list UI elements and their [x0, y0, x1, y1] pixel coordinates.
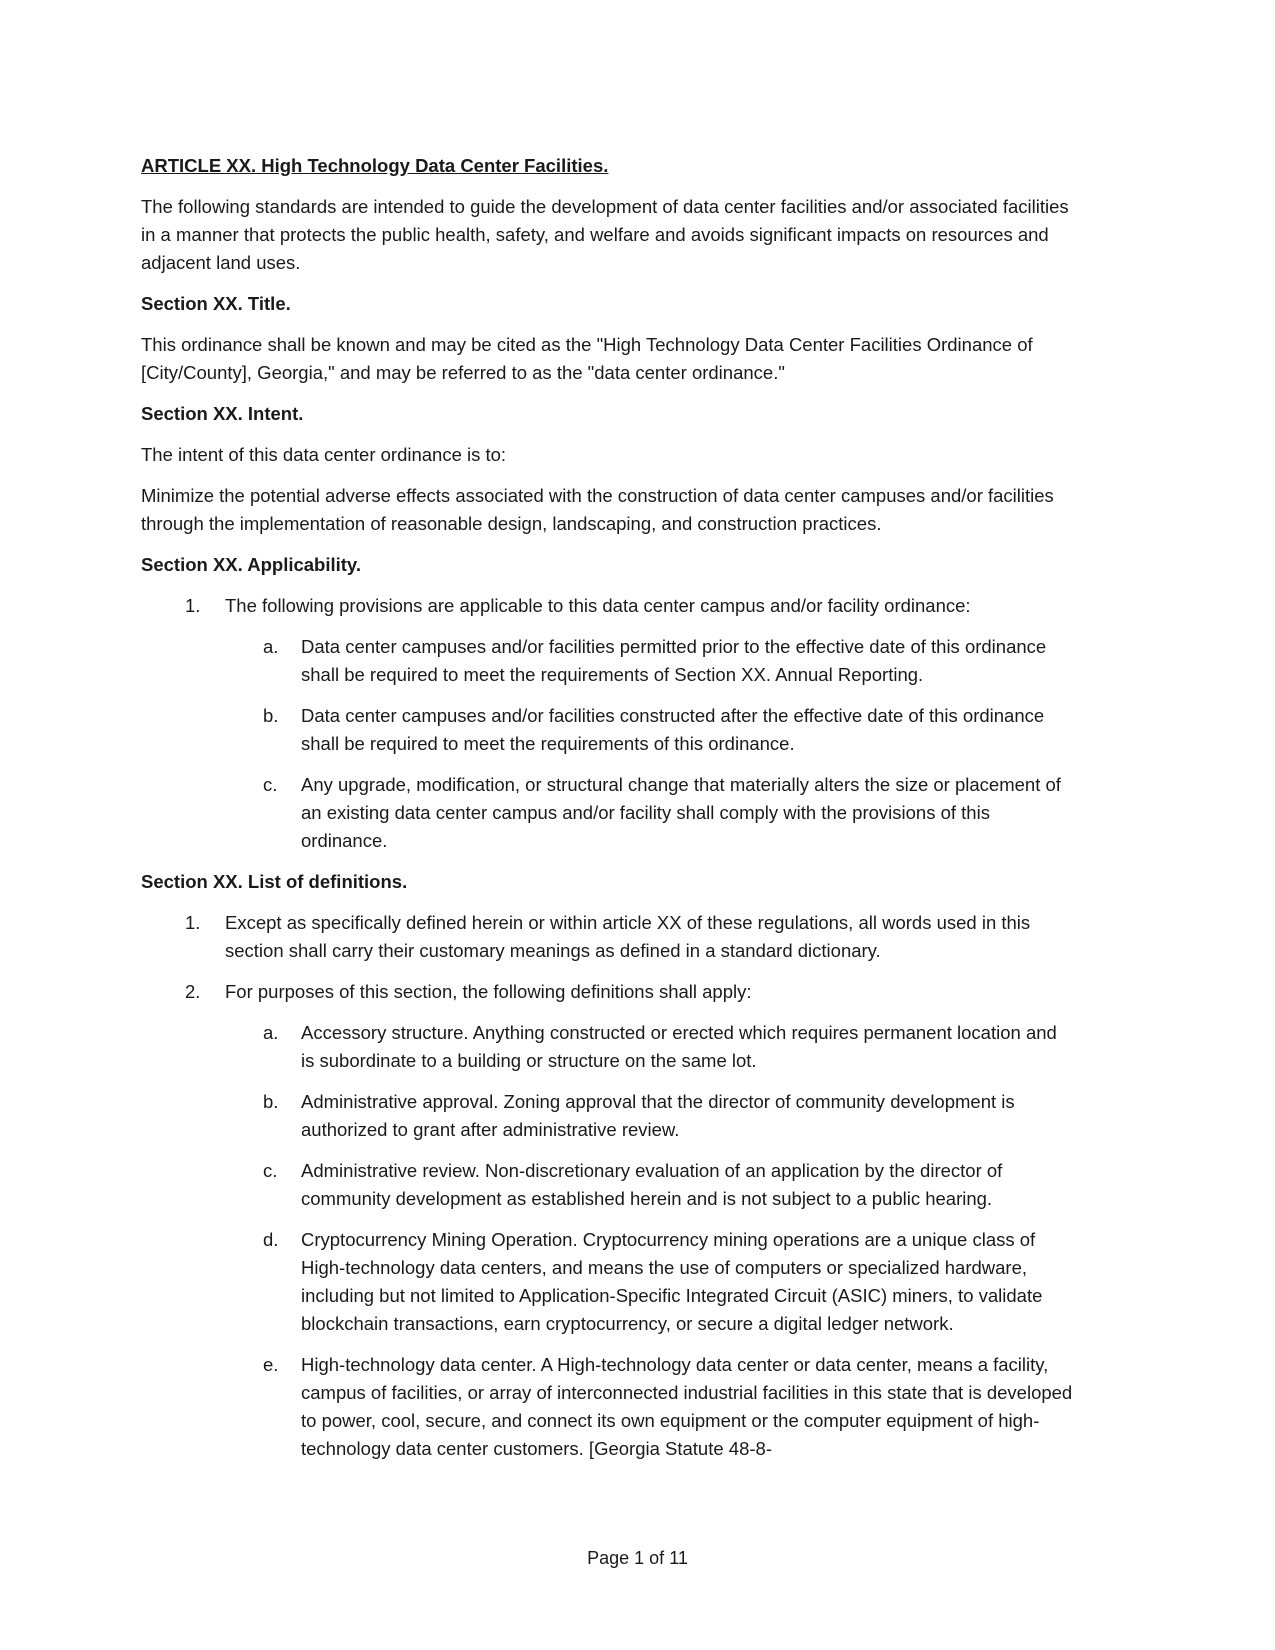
list-item-def-high-technology-data-center — [141, 1351, 1073, 1463]
list-marker: b. — [263, 705, 279, 726]
list-item-text: Data center campuses and/or facilities constructed after the effective date of this ordinance shall be required to meet the requirements of this ordinance. — [301, 705, 1045, 754]
list-marker: b. — [263, 1091, 279, 1112]
list-marker: 1. — [185, 912, 201, 933]
list-item-def-accessory-structure — [141, 1019, 1073, 1075]
list-item-text: Administrative approval. Zoning approval that the director of community development is authorized to grant after administrative review. — [301, 1091, 1015, 1140]
paragraph-standards-intro: The following standards are intended to guide the development of data center facilities and/or associated facilities in a manner that protects the public health, safety, and welfare and avoids significant impacts on resources and adjacent land uses. — [141, 196, 1069, 273]
list-item-text: Data center campuses and/or facilities permitted prior to the effective date of this ordinance shall be required to meet the requirements of Section XX. Annual Reporting. — [301, 636, 1047, 685]
heading-section-applicability: Section XX. Applicability. — [141, 554, 361, 575]
article-title: ARTICLE XX. High Technology Data Center Facilities. — [141, 155, 609, 176]
list-item-applicability-1 — [141, 592, 1073, 620]
list-marker: a. — [263, 636, 279, 657]
list-item-text: For purposes of this section, the following definitions shall apply: — [225, 981, 752, 1002]
list-item-def-cryptocurrency-mining — [141, 1226, 1073, 1338]
list-item-text: Administrative review. Non-discretionary evaluation of an application by the director of community development as established herein and is not subject to a public hearing. — [301, 1160, 1003, 1209]
list-item-applicability-1b — [141, 702, 1073, 758]
list-item-text: Except as specifically defined herein or within article XX of these regulations, all words used in this section shall carry their customary meanings as defined in a standard dictionary. — [225, 912, 1031, 961]
list-item-def-administrative-review — [141, 1157, 1073, 1213]
list-item-text: High-technology data center. A High-technology data center or data center, means a facility, campus of facilities, or array of interconnected industrial facilities in this state that is developed to power, cool, secure, and connect its own equipment or the computer equipment of high-technology data center customers. [Georgia Statute 48-8- — [301, 1354, 1073, 1459]
list-item-applicability-1a — [141, 633, 1073, 689]
list-item-def-administrative-approval — [141, 1088, 1073, 1144]
list-item-text: The following provisions are applicable to this data center campus and/or facility ordinance: — [225, 595, 971, 616]
list-marker: d. — [263, 1229, 279, 1250]
list-marker: a. — [263, 1022, 279, 1043]
list-item-applicability-1c — [141, 771, 1073, 855]
page-number-footer: Page 1 of 11 — [587, 1548, 688, 1568]
heading-section-title: Section XX. Title. — [141, 293, 291, 314]
list-marker: c. — [263, 774, 278, 795]
list-item-definitions-1 — [141, 909, 1073, 965]
list-item-text: Cryptocurrency Mining Operation. Cryptocurrency mining operations are a unique class of High-technology data centers, and means the use of computers or specialized hardware, including but not limited to Application-Specific Integrated Circuit (ASIC) miners, to validate blockchain transactions, earn cryptocurrency, or secure a digital ledger network. — [301, 1229, 1043, 1334]
list-item-definitions-2 — [141, 978, 1073, 1006]
heading-section-definitions: Section XX. List of definitions. — [141, 871, 408, 892]
list-item-text: Any upgrade, modification, or structural change that materially alters the size or placement of an existing data center campus and/or facility shall comply with the provisions of this ordinance. — [301, 774, 1061, 851]
paragraph-intent-lead: The intent of this data center ordinance is to: — [141, 444, 507, 465]
list-item-text: Accessory structure. Anything constructed or erected which requires permanent location and is subordinate to a building or structure on the same lot. — [301, 1022, 1057, 1071]
list-marker: 1. — [185, 595, 201, 616]
paragraph-intent-minimize: Minimize the potential adverse effects associated with the construction of data center campuses and/or facilities through the implementation of reasonable design, landscaping, and construction practices. — [141, 485, 1054, 534]
document-body — [141, 152, 1073, 1476]
paragraph-ordinance-name: This ordinance shall be known and may be cited as the "High Technology Data Center Facilities Ordinance of [City/County], Georgia," and may be referred to as the "data center ordinance." — [141, 334, 1033, 383]
list-marker: c. — [263, 1160, 278, 1181]
list-marker: 2. — [185, 981, 201, 1002]
list-marker: e. — [263, 1354, 279, 1375]
heading-section-intent: Section XX. Intent. — [141, 403, 304, 424]
